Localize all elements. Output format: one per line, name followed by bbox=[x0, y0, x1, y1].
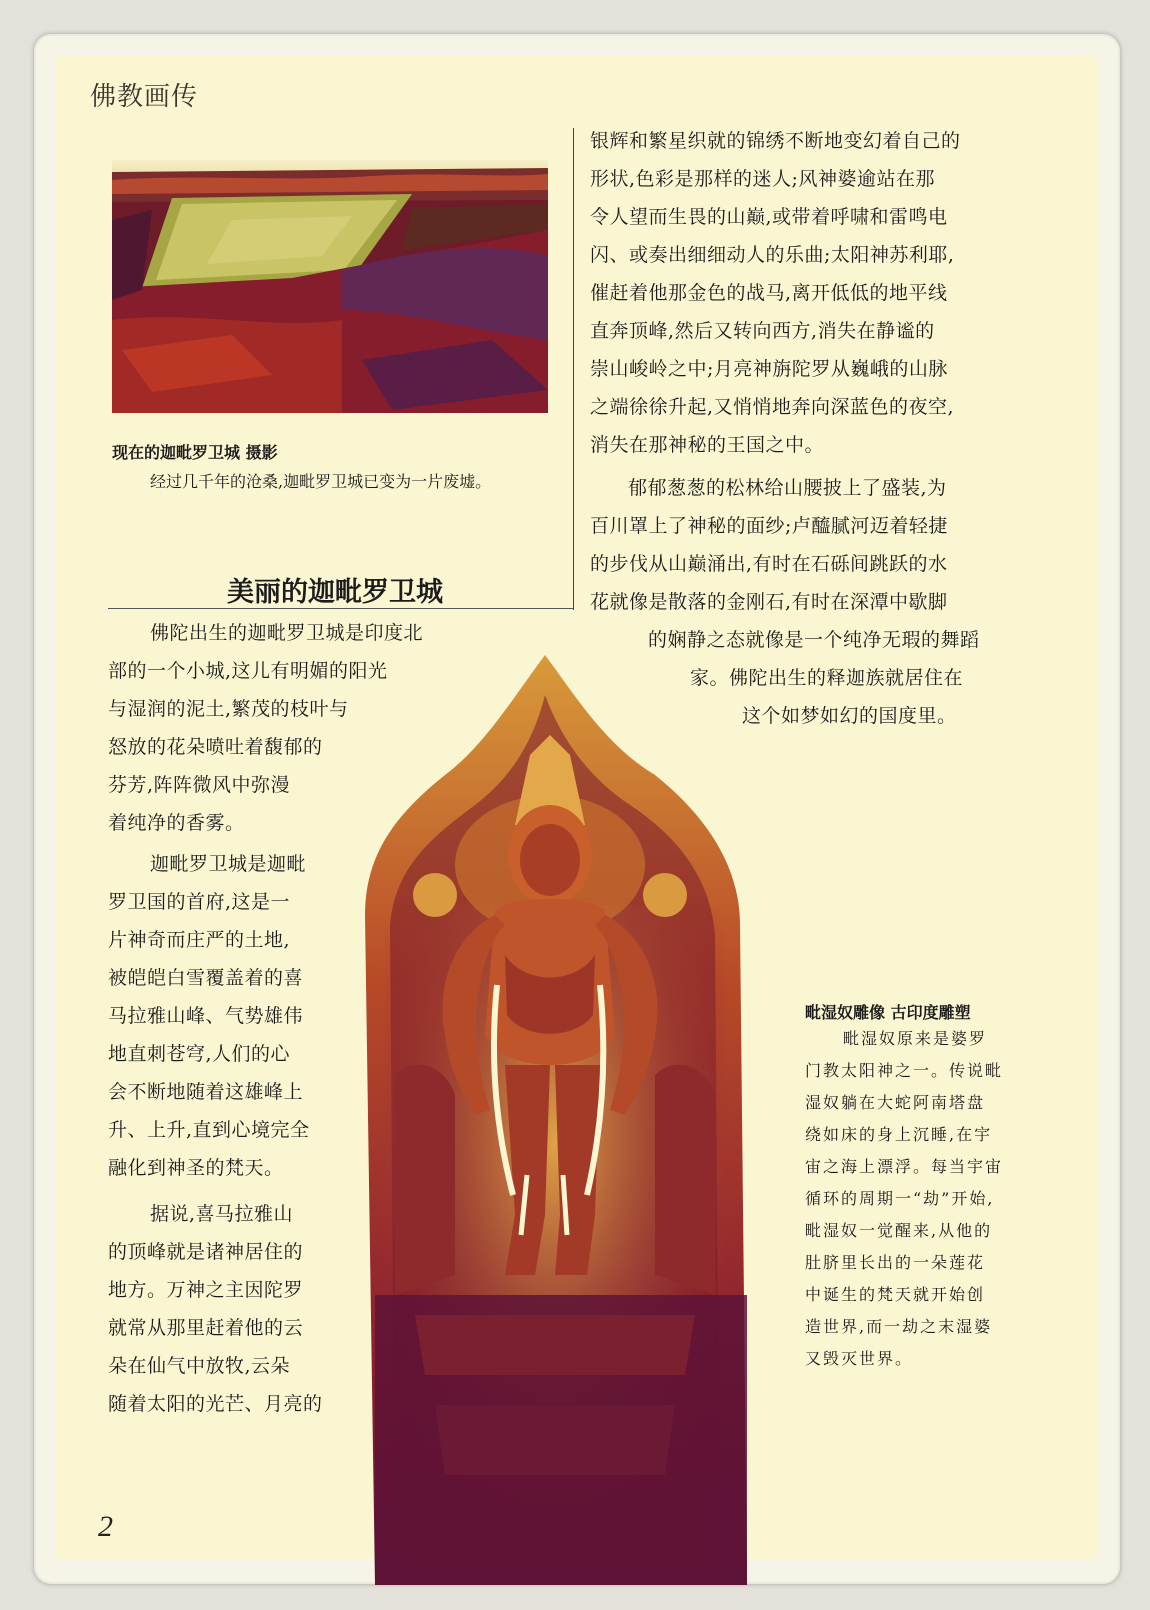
body-line: 片神奇而庄严的土地, bbox=[108, 929, 291, 951]
body-line: 部的一个小城,这儿有明媚的阳光 bbox=[108, 660, 388, 682]
body-line: 郁郁葱葱的松林给山腰披上了盛装,为 bbox=[628, 477, 947, 499]
caption-line: 门教太阳神之一。传说毗 bbox=[805, 1061, 1004, 1080]
body-line: 百川罩上了神秘的面纱;卢醯腻河迈着轻捷 bbox=[590, 515, 948, 537]
body-line: 会不断地随着这雄峰上 bbox=[108, 1081, 304, 1103]
body-line: 直奔顶峰,然后又转向西方,消失在静谧的 bbox=[590, 320, 935, 342]
body-line: 之端徐徐升起,又悄悄地奔向深蓝色的夜空, bbox=[590, 396, 955, 418]
body-line: 银辉和繁星织就的锦绣不断地变幻着自己的 bbox=[590, 130, 961, 152]
caption-line: 中诞生的梵天就开始创 bbox=[805, 1285, 986, 1304]
body-line: 芬芳,阵阵微风中弥漫 bbox=[108, 774, 291, 796]
body-line: 这个如梦如幻的国度里。 bbox=[742, 705, 957, 727]
page-number: 2 bbox=[98, 1510, 113, 1543]
photo-caption-title: 现在的迦毗罗卫城 摄影 bbox=[112, 443, 278, 462]
body-line: 怒放的花朵喷吐着馥郁的 bbox=[108, 736, 323, 758]
body-line: 佛陀出生的迦毗罗卫城是印度北 bbox=[150, 622, 424, 644]
body-line: 朵在仙气中放牧,云朵 bbox=[108, 1355, 291, 1377]
caption-line: 又毁灭世界。 bbox=[805, 1349, 914, 1368]
caption-line: 湿奴躺在大蛇阿南塔盘 bbox=[805, 1093, 986, 1112]
body-line: 的步伐从山巅涌出,有时在石砾间跳跃的水 bbox=[590, 553, 948, 575]
running-header: 佛教画传 bbox=[90, 82, 199, 112]
body-line: 迦毗罗卫城是迦毗 bbox=[150, 853, 307, 875]
body-line: 闪、或奏出细细动人的乐曲;太阳神苏利耶, bbox=[590, 244, 955, 266]
body-line: 令人望而生畏的山巅,或带着呼啸和雷鸣电 bbox=[590, 206, 948, 228]
body-line: 催赶着他那金色的战马,离开低低的地平线 bbox=[590, 282, 948, 304]
body-line: 形状,色彩是那样的迷人;风神婆逾站在那 bbox=[590, 168, 935, 190]
caption-line: 绕如床的身上沉睡,在宇 bbox=[805, 1125, 993, 1144]
body-line: 马拉雅山峰、气势雄伟 bbox=[108, 1005, 304, 1027]
body-line: 地方。万神之主因陀罗 bbox=[108, 1279, 304, 1301]
caption-line: 肚脐里长出的一朵莲花 bbox=[805, 1253, 986, 1272]
body-line: 消失在那神秘的王国之中。 bbox=[590, 434, 825, 456]
body-line: 与湿润的泥土,繁茂的枝叶与 bbox=[108, 698, 349, 720]
body-line: 被皑皑白雪覆盖着的喜 bbox=[108, 967, 304, 989]
body-line: 的顶峰就是诸神居住的 bbox=[108, 1241, 304, 1263]
body-line: 随着太阳的光芒、月亮的 bbox=[108, 1393, 323, 1415]
body-line: 据说,喜马拉雅山 bbox=[150, 1203, 294, 1225]
body-line: 着纯净的香雾。 bbox=[108, 812, 245, 834]
caption-line: 毗湿奴一觉醒来,从他的 bbox=[805, 1221, 993, 1240]
body-line: 就常从那里赶着他的云 bbox=[108, 1317, 304, 1339]
section-title: 美丽的迦毗罗卫城 bbox=[227, 577, 443, 608]
statue-caption-title: 毗湿奴雕像 古印度雕塑 bbox=[805, 1003, 971, 1022]
body-line: 的娴静之态就像是一个纯净无瑕的舞蹈 bbox=[648, 629, 980, 651]
section-title-rule bbox=[108, 608, 573, 609]
column-divider bbox=[573, 128, 574, 610]
body-line: 家。佛陀出生的释迦族就居住在 bbox=[690, 667, 964, 689]
ruins-photo bbox=[112, 160, 548, 413]
caption-line: 宙之海上漂浮。每当宇宙 bbox=[805, 1157, 1004, 1176]
body-line: 地直刺苍穹,人们的心 bbox=[108, 1043, 291, 1065]
caption-line: 造世界,而一劫之末湿婆 bbox=[805, 1317, 993, 1336]
body-line: 花就像是散落的金刚石,有时在深潭中歇脚 bbox=[590, 591, 948, 613]
caption-line: 毗湿奴原来是婆罗 bbox=[843, 1029, 988, 1048]
body-line: 升、上升,直到心境完全 bbox=[108, 1119, 310, 1141]
body-line: 崇山峻岭之中;月亮神旃陀罗从巍峨的山脉 bbox=[590, 358, 948, 380]
body-line: 罗卫国的首府,这是一 bbox=[108, 891, 291, 913]
photo-caption-body: 经过几千年的沧桑,迦毗罗卫城已变为一片废墟。 bbox=[150, 472, 492, 491]
vishnu-statue-image bbox=[355, 655, 755, 1585]
body-line: 融化到神圣的梵天。 bbox=[108, 1157, 284, 1179]
caption-line: 循环的周期一“劫”开始, bbox=[805, 1189, 995, 1208]
